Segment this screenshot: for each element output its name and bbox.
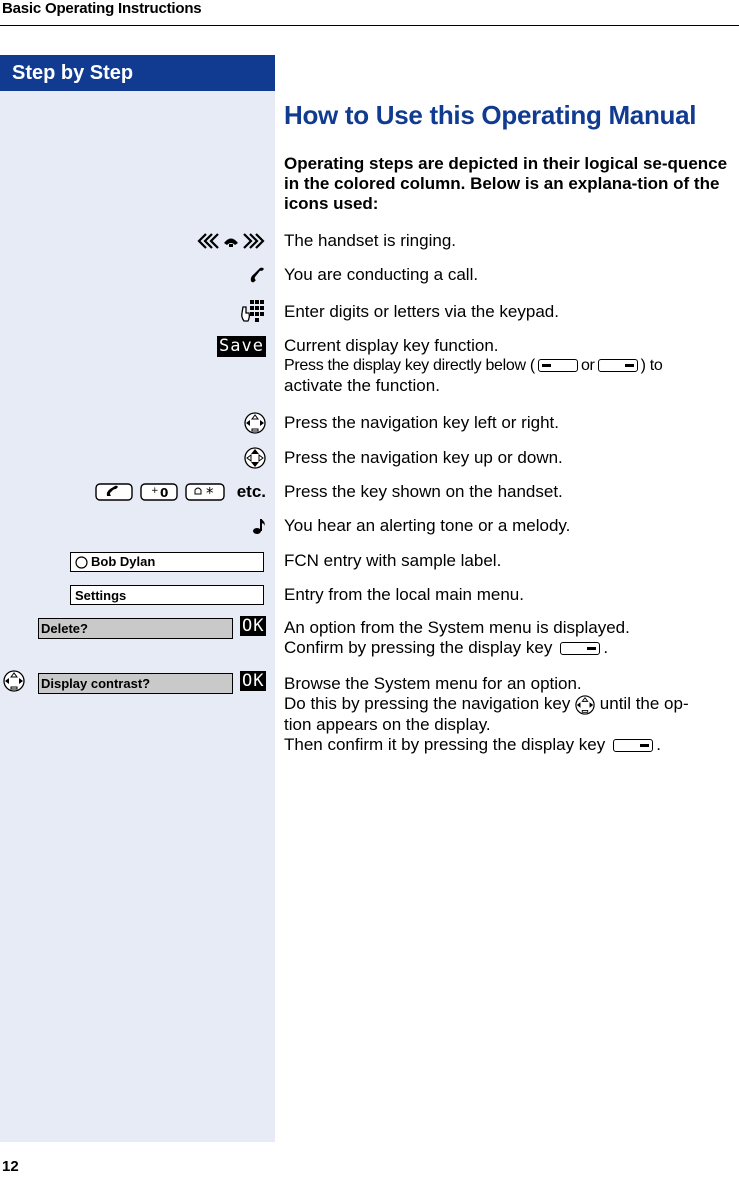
browse-period: . [656, 734, 661, 754]
display-key-line-3: activate the function. [284, 376, 440, 395]
browse-line-2a: Do this by pressing the navigation key [284, 694, 571, 713]
page-number: 12 [2, 1158, 19, 1175]
browse-description [284, 674, 739, 755]
browse-option-label: Display contrast? [41, 676, 151, 691]
browse-line-2b: until the op- [599, 694, 689, 713]
ok-display-key: OK [242, 616, 265, 636]
browse-line-1: Browse the System menu for an option. [284, 674, 582, 693]
ringing-description: The handset is ringing. [284, 231, 456, 250]
browse-line-3: tion appears on the display. [284, 714, 491, 734]
fcn-entry-box [70, 552, 264, 572]
right-display-key-icon [560, 642, 600, 655]
keypad-icon [238, 299, 266, 323]
nav-up-down-description: Press the navigation key up or down. [284, 448, 563, 467]
ringing-icon [190, 230, 266, 252]
save-display-key: Save [219, 335, 264, 356]
local-menu-entry-label: Settings [75, 588, 127, 603]
handset-keys-row [80, 481, 266, 503]
display-key-line-2b: ) to [640, 357, 663, 374]
step-by-step-banner: Step by Step [0, 55, 275, 91]
page-header-title: Basic Operating Instructions [2, 0, 202, 17]
browse-line-4 [284, 735, 739, 755]
call-icon [240, 264, 266, 286]
fcn-description: FCN entry with sample label. [284, 551, 502, 570]
display-key-line-2 [284, 356, 739, 376]
system-option-line-2-text: Confirm by pressing the display key [284, 638, 553, 657]
nav-left-right-icon [3, 670, 27, 694]
system-option-period: . [603, 638, 609, 657]
display-key-line-2a: Press the display key directly below ( [284, 357, 535, 374]
local-menu-description: Entry from the local main menu. [284, 585, 524, 604]
music-note-icon [244, 515, 266, 537]
browse-line-2 [284, 694, 739, 715]
right-display-key-icon [598, 359, 638, 372]
key-zero-label: 0 [159, 486, 169, 500]
display-key-description [284, 336, 739, 396]
keypad-description: Enter digits or letters via the keypad. [284, 302, 559, 321]
system-option-line-1: An option from the System menu is displayed. [284, 618, 630, 637]
keys-etc: etc. [236, 482, 266, 501]
local-menu-entry-box [70, 585, 264, 605]
nav-left-right-description: Press the navigation key left or right. [284, 413, 559, 432]
system-option-label: Delete? [41, 621, 88, 636]
browse-line-4-text: Then confirm it by pressing the display key [284, 734, 606, 754]
system-option-box [38, 618, 233, 639]
nav-left-right-icon [240, 411, 266, 435]
key-star-label: * [205, 484, 214, 502]
browse-option-box [38, 673, 233, 694]
left-display-key-icon [538, 359, 578, 372]
call-description: You are conducting a call. [284, 265, 479, 284]
right-display-key-icon [613, 739, 653, 752]
nav-up-down-icon [240, 446, 266, 470]
fcn-entry-label: Bob Dylan [91, 554, 156, 569]
nav-left-right-icon [575, 694, 595, 715]
display-key-or: or [580, 357, 595, 374]
fcn-circle-icon [75, 556, 88, 569]
system-option-line-2 [284, 638, 739, 658]
system-option-description [284, 618, 739, 658]
handset-keys-icon [95, 482, 225, 502]
ok-display-key: OK [242, 671, 265, 691]
page-title: How to Use this Operating Manual [284, 100, 697, 130]
key-plus-label: + [150, 486, 159, 496]
alert-description: You hear an alerting tone or a melody. [284, 516, 571, 535]
display-key-line-1: Current display key function. [284, 336, 499, 355]
header-divider [0, 25, 739, 26]
intro-paragraph: Operating steps are depicted in their logical se-quence in the colored column. Below is an explana-tion of the icons used: [284, 154, 728, 213]
keys-description: Press the key shown on the handset. [284, 482, 563, 501]
